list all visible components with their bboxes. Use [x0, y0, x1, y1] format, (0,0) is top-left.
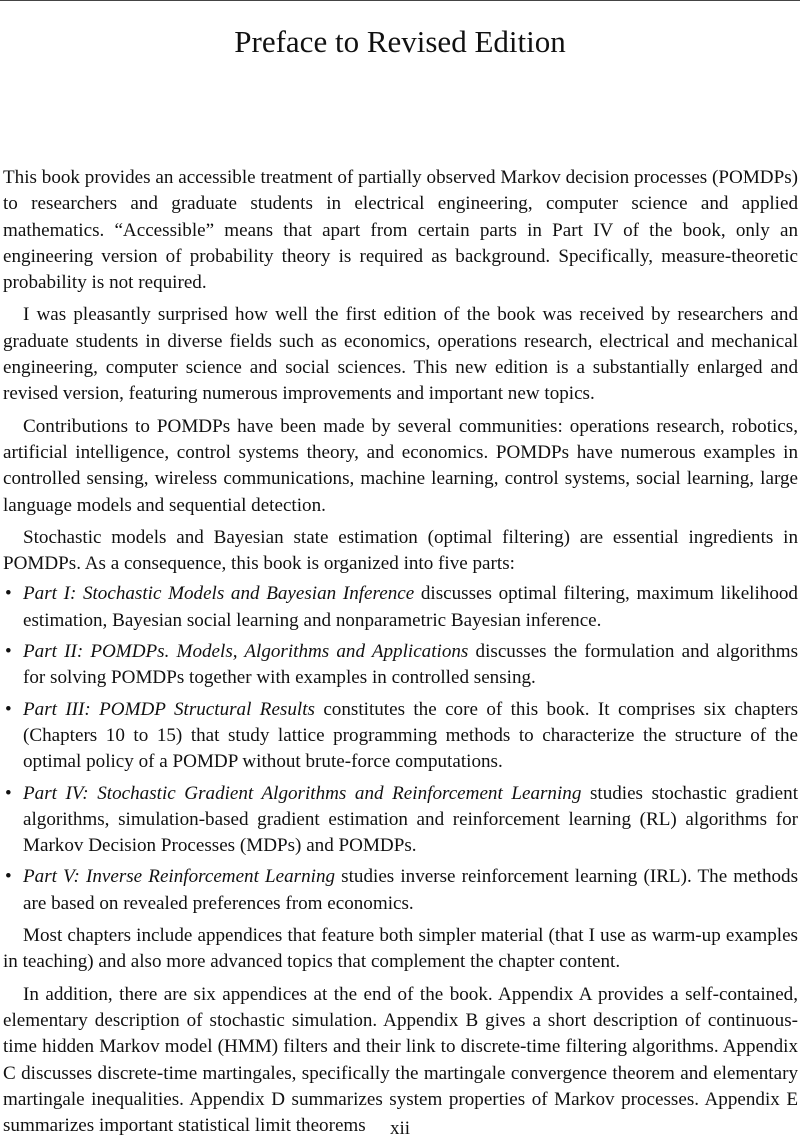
part-name: Part I: Stochastic Models and Bayesian Inference	[23, 583, 415, 605]
parts-list	[3, 581, 798, 917]
list-item	[3, 697, 798, 776]
paragraph-outro-2: In addition, there are six appendices at the end of the book. Appendix A provides a self-contained, elementary description of stochastic simulation. Appendix B gives a short description of continuous-time hidden Markov model (HMM) filters and their link to discrete-time filtering algorithms. Appendix C discusses discrete-time martingales, specifically the martingale convergence theorem and elementary martingale inequalities. Appendix D summarizes system properties of Markov processes. Appendix E summarizes important statistical limit theorems	[3, 983, 798, 1137]
bullet-icon: •	[5, 698, 12, 720]
paragraph-intro-3: Contributions to POMDPs have been made by several communities: operations research, robotics, artificial intelligence, control systems theory, and economics. POMDPs have numerous examples in controlled sensing, wireless communications, machine learning, control systems, social learning, large language models and sequential detection.	[3, 415, 798, 516]
part-name: Part V: Inverse Reinforcement Learning	[23, 866, 336, 888]
part-description: studies stochastic gradient algorithms, simulation-based gradient estimation and reinforcement learning (RL) algorithms for Markov Decision Processes (MDPs) and POMDPs.	[23, 782, 799, 857]
page-title: Preface to Revised Edition	[234, 24, 566, 59]
paragraph-intro-2: I was pleasantly surprised how well the first edition of the book was received by researchers and graduate students in diverse fields such as economics, operations research, electrical and mechanical engineering, computer science and social sciences. This new edition is a substantially enlarged and revised version, featuring numerous improvements and important new topics.	[3, 304, 798, 405]
top-rule	[0, 0, 800, 1]
part-description: discusses optimal filtering, maximum likelihood estimation, Bayesian social learning and nonparametric Bayesian inference.	[23, 583, 798, 631]
part-name: Part III: POMDP Structural Results	[23, 698, 315, 720]
part-description: studies inverse reinforcement learning (IRL). The methods are based on revealed preferences from economics.	[23, 866, 799, 914]
paragraph-intro-4: Stochastic models and Bayesian state estimation (optimal filtering) are essential ingredients in POMDPs. As a consequence, this book is organized into five parts:	[3, 526, 798, 575]
list-item	[3, 781, 798, 860]
list-item	[3, 581, 798, 634]
list-item	[3, 639, 798, 692]
list-item	[3, 864, 798, 917]
bullet-icon: •	[5, 866, 12, 888]
paragraph-outro-1: Most chapters include appendices that feature both simpler material (that I use as warm-up examples in teaching) and also more advanced topics that complement the chapter content.	[3, 925, 798, 973]
page-number: xii	[389, 1118, 411, 1139]
bullet-icon: •	[5, 782, 12, 804]
body-text	[3, 165, 798, 1145]
part-description: discusses the formulation and algorithms for solving POMDPs together with examples in controlled sensing.	[23, 641, 798, 689]
bullet-icon: •	[5, 641, 12, 663]
part-name: Part II: POMDPs. Models, Algorithms and Applications	[23, 641, 469, 663]
bullet-icon: •	[5, 583, 12, 605]
part-name: Part IV: Stochastic Gradient Algorithms and Reinforcement Learning	[23, 782, 582, 804]
part-description: constitutes the core of this book. It comprises six chapters (Chapters 10 to 15) that study lattice programming methods to characterize the structure of the optimal policy of a POMDP without brute-force computations.	[23, 698, 799, 773]
paragraph-intro-1: This book provides an accessible treatment of partially observed Markov decision processes (POMDPs) to researchers and graduate students in electrical engineering, computer science and applied mathematics. “Accessible” means that apart from certain parts in Part IV of the book, only an engineering version of probability theory is required as background. Specifically, measure-theoretic probability is not required.	[3, 167, 798, 294]
